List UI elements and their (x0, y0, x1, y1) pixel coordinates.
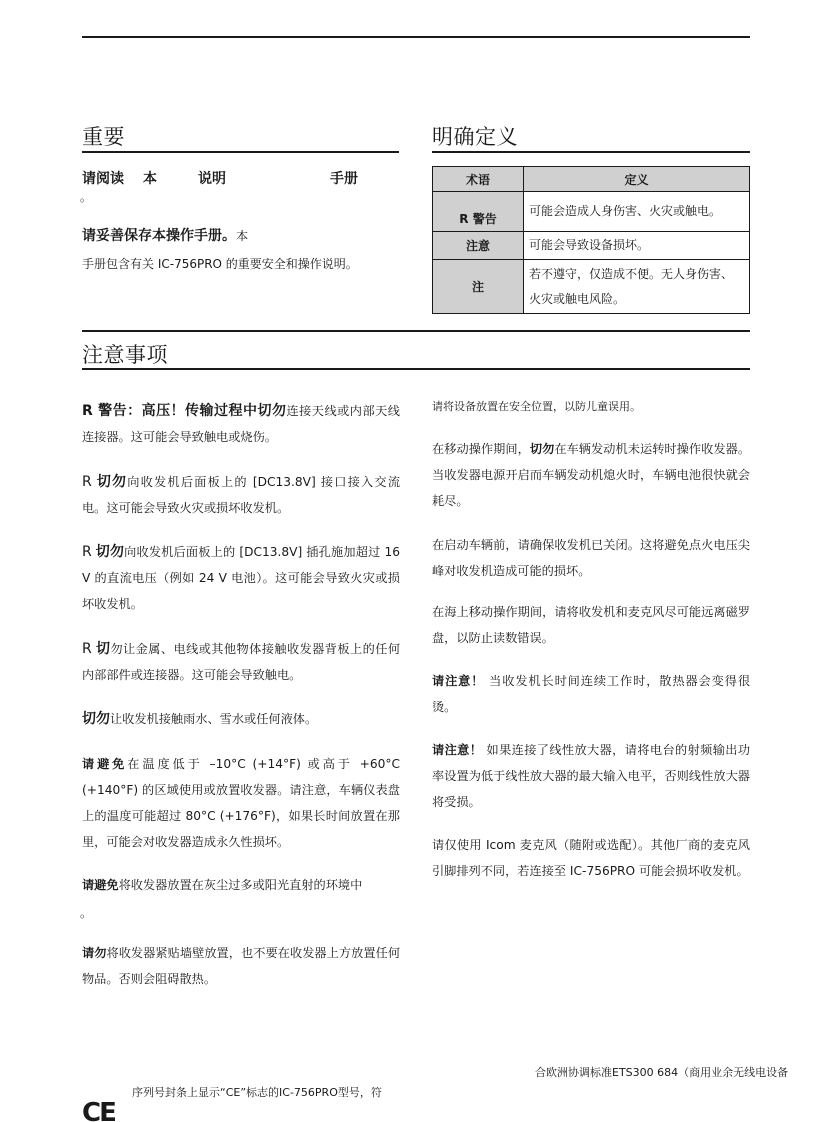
precaution-text: 在车辆发动机未运转时操作收发器。当收发器电源开启而车辆发动机熄火时，车辆电池很快就会耗尽。 (432, 442, 751, 508)
def-note: 若不遵守，仅造成不便。无人身伤害、火灾或触电风险。 (524, 260, 750, 314)
table-row (433, 192, 750, 232)
precaution-text: 将收发器放置在灰尘过多或阳光直射的环境中 (118, 878, 363, 892)
precaution-text: 当收发机长时间连续工作时，散热器会变得很烫。 (432, 674, 751, 714)
table-row (433, 232, 750, 260)
header-definition: 定义 (524, 167, 750, 192)
never-bold: 切勿 (82, 711, 110, 727)
avoid-bold: 请避免 (82, 878, 119, 892)
term-caution: 注意 (433, 232, 524, 260)
table-row (433, 260, 750, 314)
precaution-text: 将收发器紧贴墙壁放置，也不要在收发器上方放置任何物品。否则会阻碍散热。 (82, 946, 401, 986)
definitions-header-row (433, 167, 750, 192)
header-term: 术语 (433, 167, 524, 192)
precaution-text: 如果连接了线性放大器，请将电台的射频输出功率设置为低于线性放大器的最大输入电平，否则线性放大器将受损。 (432, 743, 751, 809)
top-rule (82, 36, 750, 38)
read-word-4: 手册 (330, 171, 358, 187)
do-not-bold: 请勿 (82, 946, 107, 960)
warning-r-mark: R (82, 641, 92, 657)
term-note: 注 (433, 260, 524, 314)
keep-manual-line (82, 225, 402, 245)
keep-manual-line2: 手册包含有关 IC-756PRO 的重要安全和操作说明。 (82, 257, 358, 271)
attention-bold: 请注意！ (432, 743, 483, 757)
read-period: 。 (80, 190, 93, 204)
important-heading-rule (82, 151, 399, 153)
precautions-heading-rule (82, 368, 750, 370)
precaution-left-8 (82, 940, 400, 992)
precaution-right-5 (432, 668, 750, 720)
never-bold: 切勿 (96, 474, 128, 490)
precautions-heading: 注意事项 (82, 343, 168, 367)
precaution-left-5 (82, 706, 400, 732)
precaution-text: 在温度低于 –10°C (+14°F) 或高于 +60°C (+140°F) 的区域使用或放置收发器。请注意，车辆仪表盘上的温度可能超过 80°C (+176°F)，如果长时间放置在那里，可能会对收发器造成永久性损坏。 (82, 757, 401, 849)
keep-manual-bold: 请妥善保存本操作手册。 (82, 228, 236, 244)
precaution-right-2 (432, 436, 750, 514)
term-warning: R 警告 (433, 192, 524, 232)
definitions-heading: 明确定义 (432, 125, 518, 149)
section-divider-rule (82, 330, 750, 332)
precaution-text: 向收发机后面板上的 [DC13.8V] 接口接入交流电。这可能会导致火灾或损坏收发机。 (82, 475, 401, 515)
def-warning: 可能会造成人身伤害、火灾或触电。 (524, 192, 750, 232)
avoid-bold: 请避免 (82, 757, 128, 771)
warning-r-mark: R (82, 544, 92, 560)
attention-bold: 请注意！ (432, 674, 485, 688)
definitions-table (432, 166, 750, 314)
precaution-text: 向收发机后面板上的 [DC13.8V] 插孔施加超过 16 V 的直流电压（例如 24 V 电池）。这可能会导致火灾或损坏收发机。 (82, 545, 400, 611)
precaution-right-3: 在启动车辆前，请确保收发机已关闭。这将避免点火电压尖峰对收发机造成可能的损坏。 (432, 538, 750, 578)
footer-ce-text: 序列号封条上显示“CE”标志的IC-756PRO型号，符 (132, 1086, 382, 1099)
ce-mark-logo: CE (82, 1100, 115, 1122)
important-heading: 重要 (82, 125, 125, 149)
definitions-heading-rule (432, 151, 750, 153)
read-word-3: 说明 (198, 171, 226, 187)
precaution-left-1 (82, 398, 400, 450)
precaution-left-4 (82, 636, 400, 688)
precaution-right-1: 请将设备放置在安全位置，以防儿童误用。 (432, 400, 641, 413)
precaution-left-3 (82, 539, 400, 617)
warning-high-voltage-bold: R 警告：高压！传输过程中切勿 (82, 403, 287, 419)
precaution-text: 在移动操作期间， (432, 442, 530, 456)
warning-high-voltage-text: 连接天线或内部天线连接器。这可能会导致触电或烧伤。 (82, 404, 400, 444)
precaution-right-7: 请仅使用 Icom 麦克风（随附或选配）。其他厂商的麦克风引脚排列不同，若连接至 IC-756PRO 可能会损坏收发机。 (432, 838, 750, 878)
precaution-left-6 (82, 751, 400, 855)
precaution-left-7-period: 。 (80, 906, 93, 920)
def-caution: 可能会导致设备损坏。 (524, 232, 750, 260)
precaution-left-2 (82, 469, 400, 521)
never-bold: 切 (96, 641, 111, 657)
read-word-1: 请阅读 (82, 171, 124, 187)
precaution-right-4: 在海上移动操作期间，请将收发机和麦克风尽可能远离磁罗盘，以防止读数错误。 (432, 605, 750, 645)
read-manual-line (82, 168, 399, 190)
footer-compliance-text: 合欧洲协调标准ETS300 684（商用业余无线电设备 (535, 1066, 789, 1079)
precaution-left-7 (82, 872, 400, 898)
read-word-2: 本 (143, 171, 157, 187)
warning-r-mark: R (82, 474, 92, 490)
precaution-right-6 (432, 737, 750, 815)
keep-manual-rest: 本 (236, 229, 249, 243)
precaution-text: 让收发机接触雨水、雪水或任何液体。 (110, 712, 318, 726)
never-bold: 切勿 (529, 442, 555, 456)
precaution-text: 勿让金属、电线或其他物体接触收发器背板上的任何内部部件或连接器。这可能会导致触电。 (82, 642, 401, 682)
never-bold: 切勿 (95, 544, 125, 560)
